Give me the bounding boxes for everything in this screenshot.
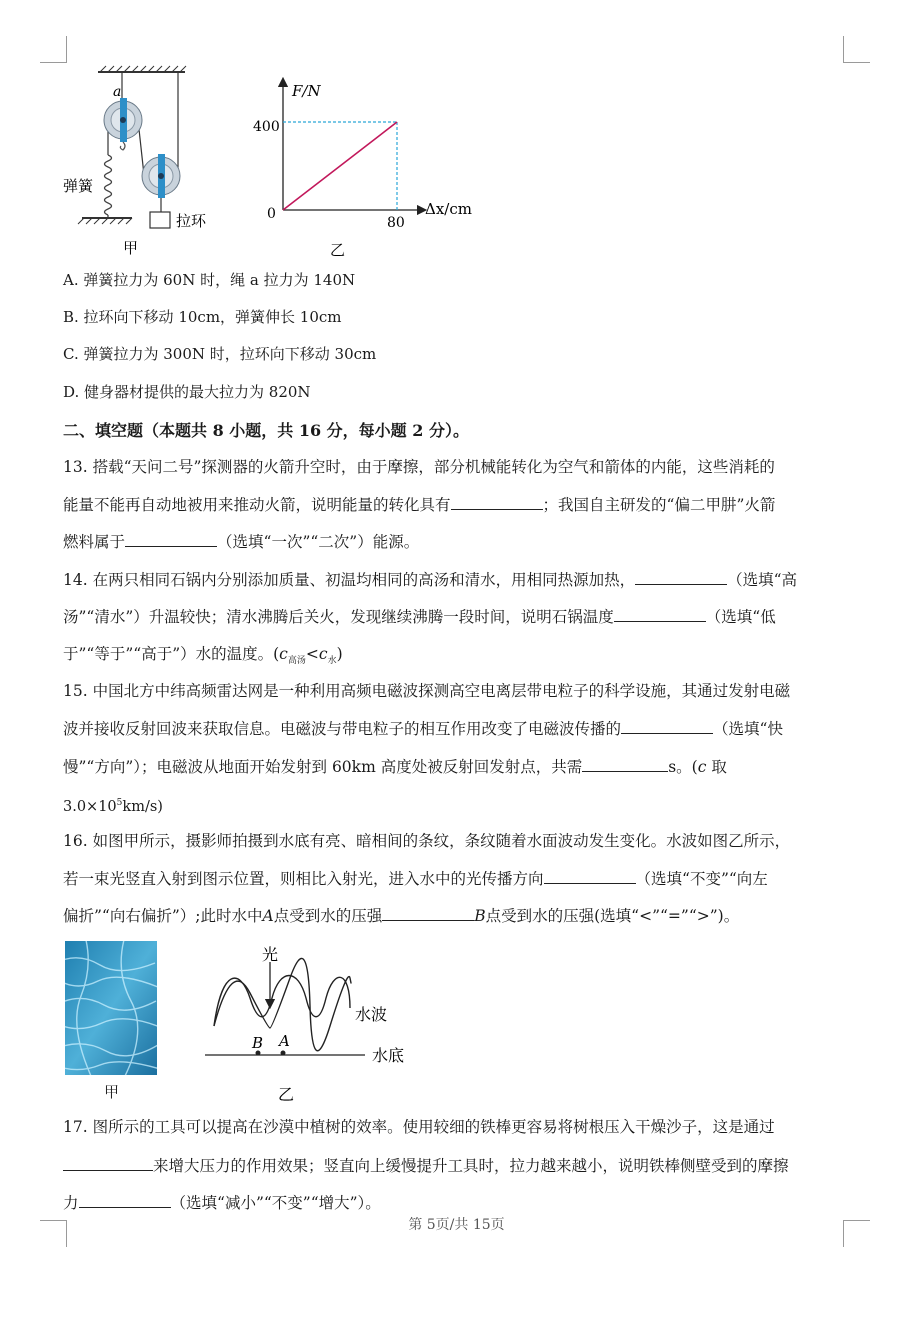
q14-line-3: 于”“等于”“高于”）水的温度。$(c_{高汤}<c_水)$ [63,645,343,667]
point-a [281,1051,286,1056]
point-b-label: B [252,1034,264,1052]
q15-line-2: 波并接收反射回波来获取信息。电磁波与带电粒子的相互作用改变了电磁波传播的 （选填“快 [63,717,843,740]
option-d: D. 健身器材提供的最大拉力为 820N [63,383,311,401]
answer-blank[interactable] [582,755,668,772]
force-extension-graph [250,72,480,262]
q14-line-2: 汤”“清水”）升温较快；清水沸腾后关火，发现继续沸腾一段时间，说明石锅温度 （选填“低 [63,605,843,628]
figure-caption-jia: 甲 [123,239,139,257]
pulley-figure [60,60,230,260]
corner-mark [843,36,870,63]
answer-blank[interactable] [614,605,706,622]
q14-line-1: 14. 在两只相同石锅内分别添加质量、初温均相同的高汤和清水，用相同热源加热， （选填“高 [63,568,843,591]
wave-label: 水波 [355,1005,388,1024]
q16-line-2: 若一束光竖直入射到图示位置，则相比入射光，进入水中的光传播方向 （选填“不变”“向左 [63,867,843,890]
x-tick-label: 80 [387,215,405,231]
figure-caption-yi: 乙 [330,241,346,259]
option-a: A. 弹簧拉力为 60N 时，绳 a 拉力为 140N [63,271,356,289]
point-a-label: A [279,1032,290,1050]
answer-blank[interactable] [63,1154,153,1171]
answer-blank[interactable] [451,493,543,510]
answer-blank[interactable] [544,867,636,884]
answer-blank[interactable] [79,1191,171,1208]
page-footer: 第 5页/共 15页 [408,1217,505,1233]
spring-label: 弹簧 [63,177,94,195]
answer-blank[interactable] [125,530,217,547]
answer-blank[interactable] [621,717,713,734]
x-axis-label: Δx/cm [425,200,472,218]
answer-blank[interactable] [382,904,474,921]
water-photo [65,941,157,1075]
series-line [283,122,397,210]
q13-line-1: 13. 搭载“天问二号”探测器的火箭升空时，由于摩擦，部分机械能转化为空气和箭体的内能，这些消耗的 [63,458,775,476]
option-b: B. 拉环向下移动 10cm，弹簧伸长 10cm [63,308,342,326]
y-tick-label: 400 [253,119,280,135]
option-c: C. 弹簧拉力为 300N 时，拉环向下移动 30cm [63,345,377,363]
q15-line-3: 慢”“方向”）；电磁波从地面开始发射到 60km 高度处被反射回发射点，共需 s。(c 取 [63,755,843,778]
q13-line-2: 能量不能再自动地被用来推动火箭，说明能量的转化具有 ；我国自主研发的“偏二甲肼”火箭 [63,493,843,516]
rope-a-label: a [113,84,122,100]
corner-mark [40,36,67,63]
light-label: 光 [262,945,279,964]
q17-line-3: 力 （选填“减小”“不变”“增大”）。 [63,1191,843,1214]
q13-line-3: 燃料属于 （选填“一次”“二次”）能源。 [63,530,843,553]
figure-caption-jia-16: 甲 [104,1083,120,1101]
figure-caption-yi-16: 乙 [278,1085,295,1104]
q17-line-1: 17. 图所示的工具可以提高在沙漠中植树的效率。使用较细的铁棒更容易将树根压入干燥沙子，这是通过 [63,1118,775,1136]
ring-label: 拉环 [176,212,207,230]
q15-line-4: $3.0\times 10^5km/s$) [63,798,163,815]
q16-line-1: 16. 如图甲所示，摄影师拍摄到水底有亮、暗相间的条纹，条纹随着水面波动发生变化。水波如图乙所示， [63,832,791,850]
answer-blank[interactable] [635,568,727,585]
bottom-label: 水底 [372,1046,405,1065]
q16-line-3: 偏折”“向右偏折”）;此时水中A点受到水的压强 B点受到水的压强(选填“<”“=”“>”)。 [63,904,843,927]
y-axis-label: F/N [292,82,321,100]
origin-label: 0 [267,206,276,222]
q15-line-1: 15. 中国北方中纬高频雷达网是一种利用高频电磁波探测高空电离层带电粒子的科学设施，其通过发射电磁 [63,682,791,700]
water-wave-diagram [200,938,420,1106]
section-title: 二、填空题（本题共 8 小题，共 16 分，每小题 2 分）。 [63,421,469,440]
q17-line-2: 来增大压力的作用效果；竖直向上缓慢提升工具时，拉力越来越小，说明铁棒侧壁受到的摩擦 [63,1154,843,1177]
